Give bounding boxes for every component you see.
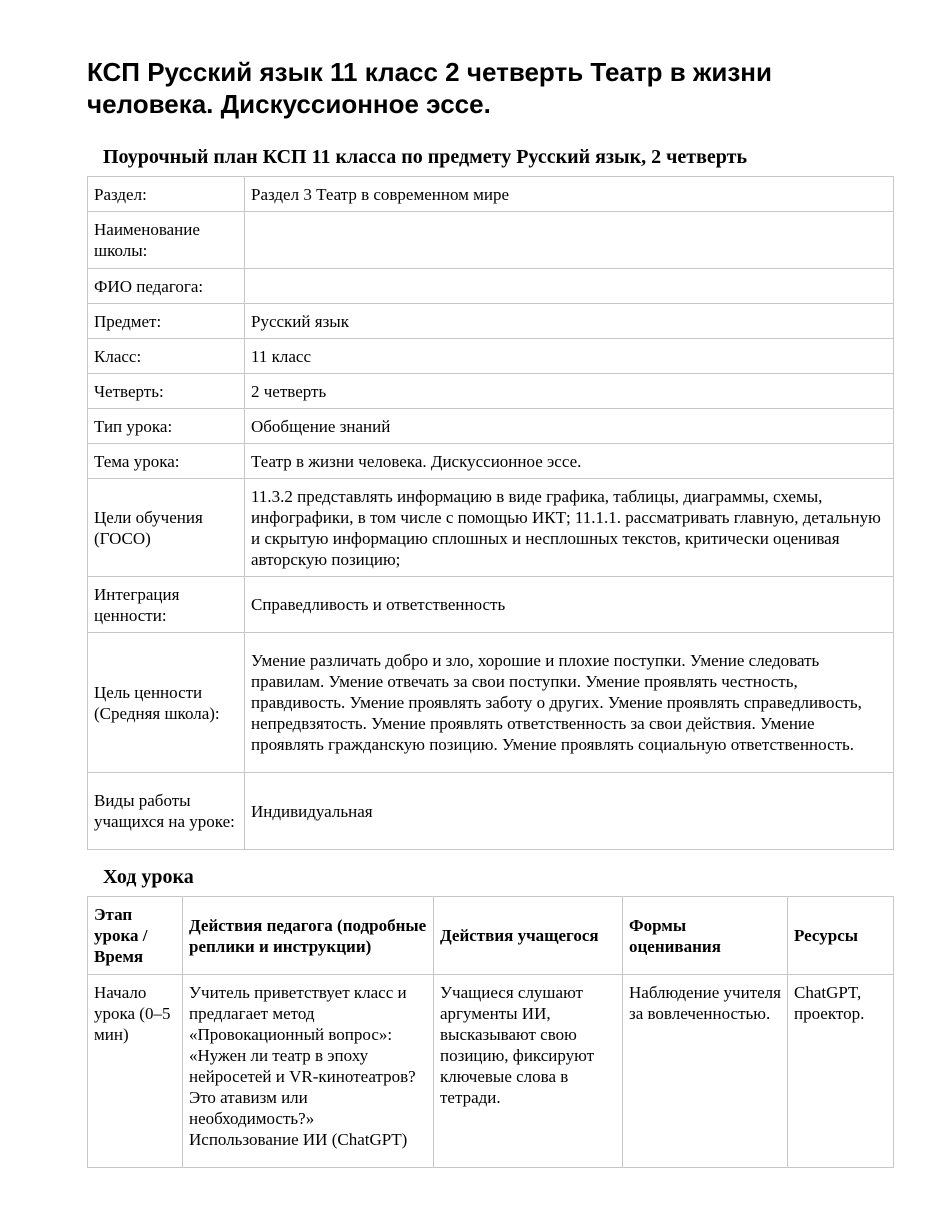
table-row: [88, 212, 894, 269]
table-row: [88, 177, 894, 212]
assessment-cell: Наблюдение учителя за вовлеченностью.: [623, 975, 788, 1168]
resources-cell: ChatGPT, проектор.: [788, 975, 894, 1168]
row-value: Русский язык: [245, 304, 894, 339]
row-value: 11.3.2 представлять информацию в виде графика, таблицы, диаграммы, схемы, инфографики, в том числе с помощью ИКТ; 11.1.1. рассматривать главную, детальную и скрытую информацию сплошных и несплошных текстов, критически оценивая авторскую позицию;: [245, 479, 894, 577]
table-row: [88, 269, 894, 304]
row-label: Цель ценности (Средняя школа):: [88, 633, 245, 773]
column-header-assessment: Формы оценивания: [623, 897, 788, 975]
lesson-plan-table: [87, 176, 894, 850]
row-label: Интеграция ценности:: [88, 577, 245, 633]
row-label: Тема урока:: [88, 444, 245, 479]
row-label: Класс:: [88, 339, 245, 374]
table-row: [88, 975, 894, 1168]
table-row: [88, 444, 894, 479]
row-label: Наименование школы:: [88, 212, 245, 269]
row-label: Раздел:: [88, 177, 245, 212]
lesson-flow-table: [87, 896, 894, 1168]
table-row: [88, 577, 894, 633]
row-value: [245, 212, 894, 269]
row-label: Виды работы учащихся на уроке:: [88, 773, 245, 850]
column-header-student-actions: Действия учащегося: [434, 897, 623, 975]
row-label: Четверть:: [88, 374, 245, 409]
column-header-teacher-actions: Действия педагога (подробные реплики и инструкции): [183, 897, 434, 975]
row-value: Умение различать добро и зло, хорошие и плохие поступки. Умение следовать правилам. Умение отвечать за свои поступки. Умение проявлять честность, правдивость. Умение проявлять заботу о других. Умение проявлять справедливость, непредвзятость. Умение проявлять ответственность за свои действия. Умение проявлять гражданскую позицию. Умение проявлять социальную ответственность.: [245, 633, 894, 773]
row-label: Цели обучения (ГОСО): [88, 479, 245, 577]
row-label: ФИО педагога:: [88, 269, 245, 304]
row-label: Тип урока:: [88, 409, 245, 444]
row-value: [245, 269, 894, 304]
document-title: КСП Русский язык 11 класс 2 четверть Театр в жизни человека. Дискуссионное эссе.: [87, 57, 772, 119]
column-header-resources: Ресурсы: [788, 897, 894, 975]
stage-cell: Начало урока (0–5 мин): [88, 975, 183, 1168]
table-row: [88, 304, 894, 339]
row-value: Индивидуальная: [245, 773, 894, 850]
teacher-actions-cell: Учитель приветствует класс и предлагает метод «Провокационный вопрос»: «Нужен ли театр в эпоху нейросетей и VR-кинотеатров? Это атавизм или необходимость?» Использование ИИ (ChatGPT): [183, 975, 434, 1168]
row-value: Раздел 3 Театр в современном мире: [245, 177, 894, 212]
row-value: Театр в жизни человека. Дискуссионное эссе.: [245, 444, 894, 479]
table-row: [88, 409, 894, 444]
table-row: [88, 633, 894, 773]
table-row: [88, 339, 894, 374]
table-row: [88, 374, 894, 409]
column-header-stage: Этап урока / Время: [88, 897, 183, 975]
row-value: 2 четверть: [245, 374, 894, 409]
table-row: [88, 479, 894, 577]
row-label: Предмет:: [88, 304, 245, 339]
plan-heading: Поурочный план КСП 11 класса по предмету Русский язык, 2 четверть: [103, 146, 748, 168]
table-header-row: [88, 897, 894, 975]
student-actions-cell: Учащиеся слушают аргументы ИИ, высказывают свою позицию, фиксируют ключевые слова в тетради.: [434, 975, 623, 1168]
document-page: [87, 56, 893, 1168]
lesson-flow-heading: Ход урока: [103, 866, 194, 888]
row-value: 11 класс: [245, 339, 894, 374]
row-value: Обобщение знаний: [245, 409, 894, 444]
row-value: Справедливость и ответственность: [245, 577, 894, 633]
table-row: [88, 773, 894, 850]
